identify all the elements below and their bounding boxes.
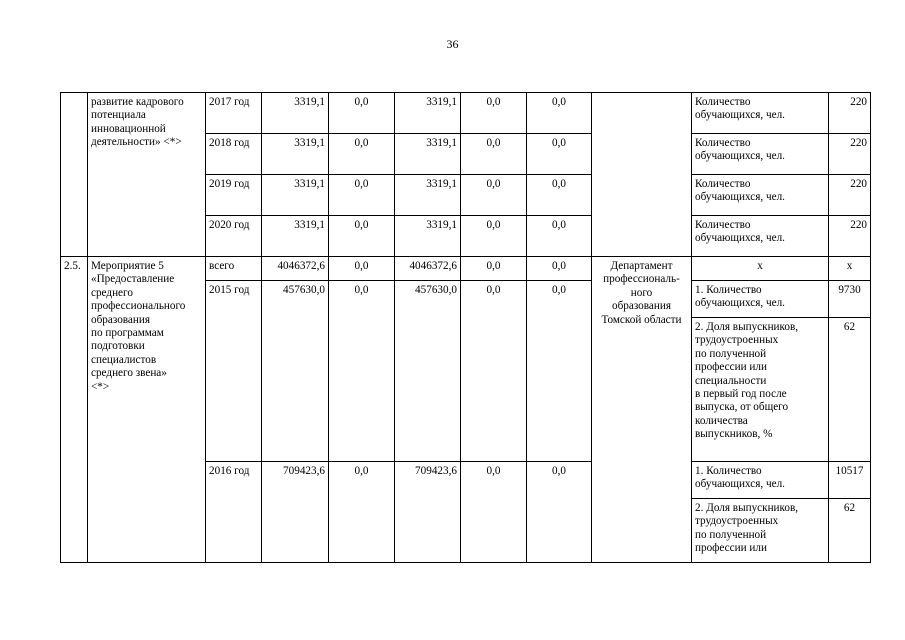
regional-cell: 3319,1 bbox=[395, 175, 461, 216]
total-cell: 709423,6 bbox=[262, 462, 329, 563]
indicator-value-cell: 220 bbox=[829, 216, 871, 257]
total-cell: 457630,0 bbox=[262, 281, 329, 462]
federal-cell: 0,0 bbox=[329, 175, 395, 216]
federal-cell: 0,0 bbox=[329, 281, 395, 462]
year-cell: 2019 год bbox=[206, 175, 262, 216]
indicator-cell: Количество обучающихся, чел. bbox=[692, 175, 829, 216]
indicator-value-cell: 62 bbox=[829, 499, 871, 563]
indicator-cell: Количество обучающихся, чел. bbox=[692, 216, 829, 257]
indicator-cell: 1. Количество обучающихся, чел. bbox=[692, 462, 829, 499]
indicator-cell: Количество обучающихся, чел. bbox=[692, 134, 829, 175]
federal-cell: 0,0 bbox=[329, 93, 395, 134]
year-cell: 2018 год bbox=[206, 134, 262, 175]
activity-name-cell: развитие кадрового потенциала инновационной деятельности» <*> bbox=[88, 93, 206, 257]
executor-cell: Департамент профессиональ- ного образования Томской области bbox=[592, 257, 692, 563]
federal-cell: 0,0 bbox=[329, 216, 395, 257]
local-cell: 0,0 bbox=[461, 462, 527, 563]
other-cell: 0,0 bbox=[527, 93, 592, 134]
indicator-cell: х bbox=[692, 257, 829, 281]
regional-cell: 3319,1 bbox=[395, 134, 461, 175]
indicator-value-cell: х bbox=[829, 257, 871, 281]
local-cell: 0,0 bbox=[461, 93, 527, 134]
federal-cell: 0,0 bbox=[329, 257, 395, 281]
regional-cell: 709423,6 bbox=[395, 462, 461, 563]
year-cell: 2017 год bbox=[206, 93, 262, 134]
activity-name-cell: Мероприятие 5 «Предоставление среднего профессионального образования по программам подготовки специалистов среднего звена» <*> bbox=[88, 257, 206, 563]
other-cell: 0,0 bbox=[527, 281, 592, 462]
federal-cell: 0,0 bbox=[329, 134, 395, 175]
local-cell: 0,0 bbox=[461, 216, 527, 257]
item-number-cell bbox=[61, 93, 88, 257]
regional-cell: 457630,0 bbox=[395, 281, 461, 462]
federal-cell: 0,0 bbox=[329, 462, 395, 563]
year-cell: всего bbox=[206, 257, 262, 281]
indicator-value-cell: 220 bbox=[829, 93, 871, 134]
total-cell: 4046372,6 bbox=[262, 257, 329, 281]
year-cell: 2020 год bbox=[206, 216, 262, 257]
other-cell: 0,0 bbox=[527, 134, 592, 175]
total-cell: 3319,1 bbox=[262, 175, 329, 216]
year-cell: 2016 год bbox=[206, 462, 262, 563]
indicator-cell: 2. Доля выпускников, трудоустроенных по полученной профессии или специальности в первый год после выпуска, от общего количества выпускников, % bbox=[692, 318, 829, 462]
local-cell: 0,0 bbox=[461, 281, 527, 462]
table-row bbox=[61, 257, 871, 281]
indicator-value-cell: 62 bbox=[829, 318, 871, 462]
other-cell: 0,0 bbox=[527, 175, 592, 216]
regional-cell: 3319,1 bbox=[395, 93, 461, 134]
total-cell: 3319,1 bbox=[262, 134, 329, 175]
indicator-value-cell: 9730 bbox=[829, 281, 871, 318]
regional-cell: 3319,1 bbox=[395, 216, 461, 257]
total-cell: 3319,1 bbox=[262, 216, 329, 257]
local-cell: 0,0 bbox=[461, 175, 527, 216]
indicator-value-cell: 10517 bbox=[829, 462, 871, 499]
executor-cell bbox=[592, 93, 692, 257]
indicator-value-cell: 220 bbox=[829, 175, 871, 216]
indicator-value-cell: 220 bbox=[829, 134, 871, 175]
indicator-cell: 2. Доля выпускников, трудоустроенных по полученной профессии или bbox=[692, 499, 829, 563]
indicator-cell: Количество обучающихся, чел. bbox=[692, 93, 829, 134]
local-cell: 0,0 bbox=[461, 257, 527, 281]
other-cell: 0,0 bbox=[527, 462, 592, 563]
local-cell: 0,0 bbox=[461, 134, 527, 175]
program-budget-table bbox=[60, 92, 871, 563]
indicator-cell: 1. Количество обучающихся, чел. bbox=[692, 281, 829, 318]
page-number: 36 bbox=[446, 37, 459, 51]
item-number-cell: 2.5. bbox=[61, 257, 88, 563]
table-row bbox=[61, 93, 871, 134]
total-cell: 3319,1 bbox=[262, 93, 329, 134]
regional-cell: 4046372,6 bbox=[395, 257, 461, 281]
year-cell: 2015 год bbox=[206, 281, 262, 462]
other-cell: 0,0 bbox=[527, 216, 592, 257]
other-cell: 0,0 bbox=[527, 257, 592, 281]
